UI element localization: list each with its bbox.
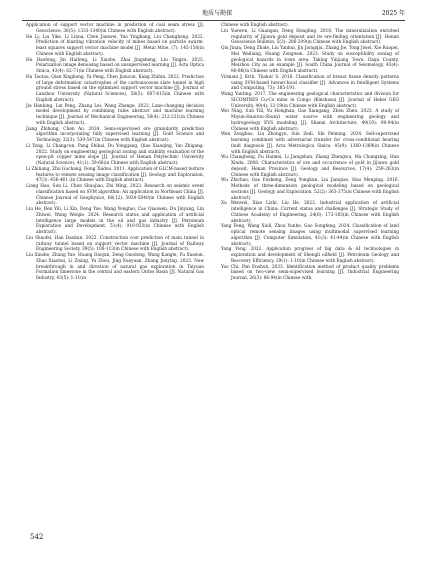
publication-year: 2025 年 (381, 10, 405, 17)
reference-entry: He Li, Liu Yike, Li Linna, Chen Jianwei, Yao Yingkang, Liu Changhong. 2022. Prediction of blasting vibration velocity of mines based on particle swarm-least squares support vector machine model [J]. Metal Mine, (7): 145-150(in Chinese with English abstract). (26, 34, 204, 57)
reference-entry: Hu Taotao, Qian Xinghong, Ya Peng, Chen Jiancun, Kang Zhibin. 2022. Prediction of large deformation catastrophes of the carbonaceous slate tunnel in high ground stress based on the optimized support vector machine [J]. Journal of Lanzhou University (Natural Sciences), 58(5): 607-615(in Chinese with English abstract). (26, 74, 204, 103)
reference-entry: Wu Zhichao, Gao Fusheng, Zeng Yongkun, Liu Jianqiao, Huo Menping. 2016. Methods of three-dimension geological modeling based on geological sections [J]. Geology and Exploration, 52(2): 363-375(in Chinese with English abstract). (221, 178, 399, 201)
reference-entry: Jiang Zhihong, Chen Ao. 2024. Semi-supervised ore granularity prediction algorithm incorporating fully supervised learning [J]. Gold Science and Technology, 32(3): 539-547(in Chinese with English abstract). (26, 126, 204, 143)
references-left-column (26, 23, 204, 282)
reference-entry: Jia Hanbing, Lin Peng, Zhang Lei, Wang Zhenge. 2022. Lane-changing decision model development by combining rules abstract and machine learning technique [J]. Journal of Mechanical Engineering, 58(4): 212-221(in Chinese with English abstract). (26, 103, 204, 126)
reference-entry: Liu Xinshe, Zhang Yue, Huang Daojun, Deng Guodong, Wang Kangle, Fu Xuezun, Zhao Xiaohui, Li Zixing, Yu Zhou, Jing Xueyuan, Zhang Junying. 2023. New breakthrough in and direction of natural gas exploration in Taiyuan Formation limestone in the central and eastern Ordos Basin [J]. Natural Gas Industry, 43(5): 1-11(in (26, 253, 204, 281)
reference-entry: Qiu Jinan, Deng Zhide, Liu Yanhui, Jin Jiongqiu, Zhang Jie, Tong Jiwei, Xie Ruopei, Mei Weiliang, Huang Zongwen. 2023. Study on susceptibility zoning of geological hazards in town area: Taking Yinjiang Town, Daqu County, Meizhou City as an example [J]. South China Journal of Seismology, 43(4): 80-86(in Chinese with English abstract). (221, 46, 399, 74)
reference-entry: Virmani J, Kriti, Thakur S. 2018. Classification of breast tissue density patterns using SVM-based hierarchical classifier [J]. Advances in Intelligent Systems and Computing, 73): 185-191. (221, 74, 399, 92)
reference-entry: Chinese with English abstract). (221, 23, 290, 28)
journal-name: 地质与勘探 (202, 10, 233, 17)
reference-entry: Li Zhiliang, Zhu Guchang, Dong Taiduo. 2011. Application of GLCM-based texture features to remote sensing image classification [J]. Geology and Exploration, 47(3): 456-461 (in Chinese with English abstract). (26, 166, 204, 184)
reference-entry: Wei Ning, Sun Yili, Yu Honghan, Gao Xiangang, Zhen Zhen. 2023. A study of Miyun-Huairou-Shunyi water source with engineering geology and hydrogeology EVS modeling [J]. Shanxi Architecture, 49(10): 90-94(in Chinese with English abstract). (221, 109, 399, 132)
reference-entry: Liu Yuewen, Li Guangan, Deng Hongling. 2010. The mineralization enriched regularity of Jijiawa gold deposit and its ore-finding orientation [J]. Henan Geoscience Bulletin, 5(3): 206-209(in Chinese with English abstract). (221, 28, 399, 46)
reference-entry: Liu He, Ren Yili, Li Xin, Deng Yue, Wang Yongtao, Cao Qiaowen, Du Jinyang, Lin Zhiwei, Wang Wenjie. 2024. Research status and application of artificial intelligence large models in the oil and gas industry [J]. Petroleum Exploration and Development, 51(4): 910-923(in Chinese with English abstract). (26, 207, 204, 235)
reference-entry: Yao Chi, Pan Enshun. 2023. Identification method of product quality problems based on two-view semi-supervised learning [J]. Industrial Engineering Journal, 26(3): 86-94(in Chinese with (221, 264, 399, 281)
reference-entry: Hu Haofeng, Jin Haifeng, Li Xiaobo, Zhai Jingsheng, Liu Tingzu. 2023. Polarization image denoising based on unsupervised learning [J]. Acta Optica Sinica, 43(4): 62-71(in Chinese with English abstract). (26, 57, 204, 74)
reference-entry: Yang Feng, Wang Xiuli, Zhou Yunhe, Gao Songfeng. 2024. Classification of land optical remote sensing images using multimodal supervised learning algorithm [J]. Computer Simulation, 41(3): 41-44(in Chinese with English abstract). (221, 224, 399, 247)
reference-entry: Wu Changhong, Fu Haimei, Li Jiangshan, Zhang Zhengwu, Ma Changxing, Han Xindu. 2008. Characteristics of ore and occurrence of gold in Jijiawa gold deposit, Henan Province [J]. Geology and Resources, 17(4): 259-263(in Chinese with English abstract). (221, 155, 399, 178)
reference-entry: Yang Yong. 2022. Application progress of big data & AI technologies in exploration and development of Shengli oilfield [J]. Petroleum Geology and Recovery Efficiency, 29(1): 1-10(in Chinese with English abstract). (221, 247, 399, 264)
running-header (22, 8, 405, 21)
reference-entry: Xu Wenwei, Xiao Lizhi, Liu He. 2022. Industrial application of artificial intelligence in China: Current status and challenges [J]. Strategic Study of Chinese Academy of Engineering, 24(6): 173-183(in Chinese with English abstract). (221, 201, 399, 224)
reference-entry: Wang Yanting. 2017. The engineering geological characteristics and division for SICOMINES Cu-Co mine in Congo (Kinshasa) [J]. Journal of Hebei GEO University, 40(4): 12-19(in Chinese with English abstract). (221, 92, 399, 109)
reference-entry: Application of support vector machine in prediction of coal seam stress [J]. Geoscience, 36(5): 1333-1340(in Chinese with English abstract). (26, 23, 204, 34)
reference-entry: Liang Hao, Sun Li, Chen Shuojiao, Zhi Ming. 2023. Research on seismic event classification based on SVM algorithm: An application in Northeast China [J]. Chinese Journal of Geophysics, 66(12): 5030-5040(in Chinese with English abstract). (26, 184, 204, 207)
reference-entry: Liu Shaofei, Han Daokun. 2022. Construction cost prediction of main tunnel in railway tunnel based on support vector machine [J]. Journal of Railway Engineering Society, 39(5): 108-113(in Chinese with English abstract). (26, 235, 204, 253)
reference-entry: Li Yong, Li Changcun, Pang Shibai, Du Yonggang, Qiao Xiaoqing, Yao Zhigang. 2022. Study on engineering geological zoning and stability evaluation of the open-pit copper mine slope [J]. Journal of Henan Polytechnic University (Natural Science), 41(1): 59-66(in Chinese with English abstract). (26, 143, 204, 166)
reference-entry: Wen Zongbao, Liu Zhongyu, Sun Zedi, Shi Peiming. 2024. Self-supervised learning combined with adversarial transfer for cross-conditional bearing fault diagnosis [J]. Acta Metrologica Sinica, 45(9): 1360-1369(in Chinese with English abstract). (221, 132, 399, 155)
page-number: 542 (30, 533, 44, 541)
references-right-column (221, 23, 399, 282)
